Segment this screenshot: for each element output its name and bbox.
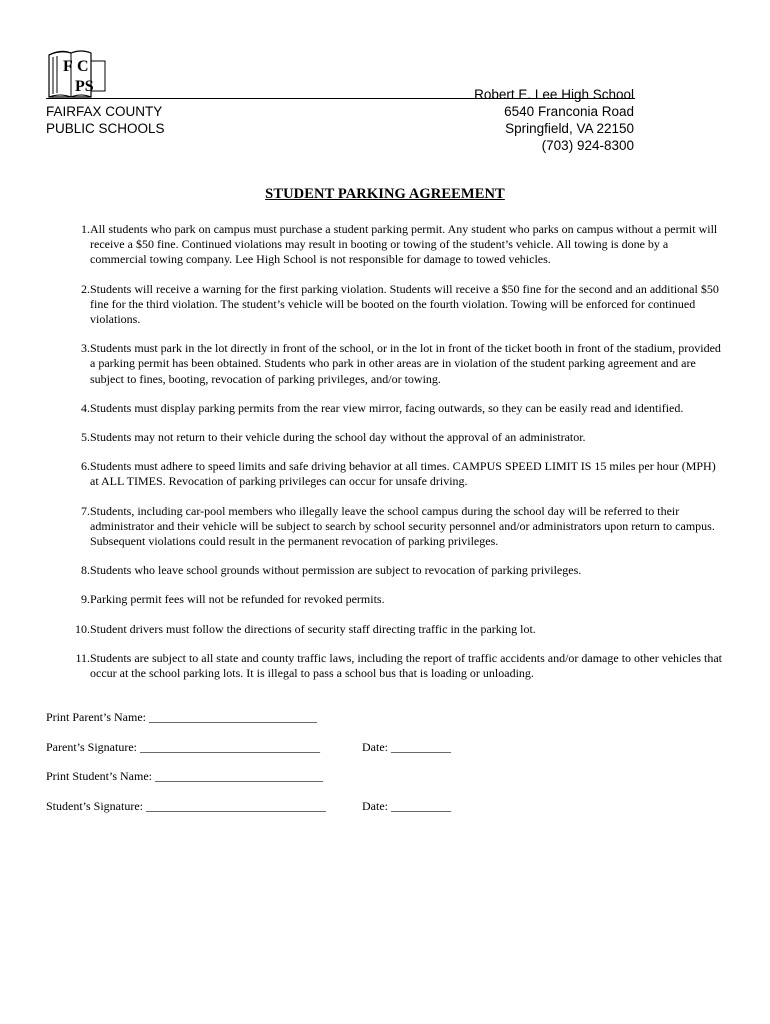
rule-text: Student drivers must follow the directions of security staff directing traffic in the parking lot. [90,621,536,636]
rule-item [46,282,726,328]
rule-text: Students, including car-pool members who illegally leave the school campus during the school day will be referred to their administrator and their vehicle will be subject to search by school security personnel and/or administrators upon return to campus. Subsequent violations could result in the permanent revocation of parking privileges. [90,503,715,549]
rule-number: 11. [75,650,90,665]
district-name [46,103,165,137]
fcps-logo [47,47,109,99]
rule-number: 9. [81,592,90,607]
rule-number: 2. [81,281,90,296]
student-date-field[interactable]: Date: __________ [362,799,451,813]
rule-item [46,222,726,268]
rule-item [46,592,726,607]
svg-text:PS: PS [75,78,94,95]
rule-text: Students must park in the lot directly in front of the school, or in the lot in front of the ticket booth in front of the stadium, provided a parking permit has been obtained. Students who park in other areas are in violation of the student parking agreement and are subject to fines, booting, revocation of parking privileges, and/or towing. [90,341,721,386]
parent-name-field[interactable]: Print Parent’s Name: ____________________________ [46,710,317,724]
student-name-field[interactable]: Print Student’s Name: ____________________________ [46,769,323,783]
rule-item [46,563,726,578]
rule-text: Students must display parking permits from the rear view mirror, facing outwards, so they can be easily read and identified. [90,400,684,415]
rules-list [46,222,726,695]
svg-text:C: C [77,58,89,75]
document-title: STUDENT PARKING AGREEMENT [265,186,505,202]
rule-item [46,622,726,637]
rule-number: 3. [81,341,90,356]
school-street: 6540 Franconia Road [504,104,634,119]
parent-signature-field[interactable]: Parent’s Signature: ______________________________ [46,740,320,754]
rule-item [46,459,726,489]
svg-text:F: F [63,58,73,75]
student-signature-field[interactable]: Student’s Signature: ______________________________ [46,799,326,813]
rule-number: 1. [81,222,90,236]
rule-number: 7. [81,503,90,518]
district-line: FAIRFAX COUNTY [46,104,163,119]
district-line: PUBLIC SCHOOLS [46,121,165,136]
rule-text: Parking permit fees will not be refunded for revoked permits. [90,592,385,607]
rule-number: 4. [81,400,90,415]
rule-number: 6. [81,459,90,474]
school-phone: (703) 924-8300 [541,138,634,153]
rule-text: Students must adhere to speed limits and safe driving behavior at all times. CAMPUS SPEED LIMIT IS 15 miles per hour (MPH) at ALL TIMES. Revocation of parking privileges can occur for unsafe driving. [90,459,716,489]
rule-text: Students will receive a warning for the first parking violation. Students will receive a $50 fine for the second and an additional $50 fine for the third violation. The student’s vehicle will be booted on the fourth violation. Towing will be enforced for continued violations. [90,281,719,327]
school-address [474,86,634,154]
parent-date-field[interactable]: Date: __________ [362,740,451,754]
rule-text: All students who park on campus must purchase a student parking permit. Any student who parks on campus without a permit will receive a $50 fine. Continued violations may result in booting or towing of the student’s vehicle. All towing is done by a commercial towing company. Lee High School is not responsible for damage to towed vehicles. [90,222,718,267]
rule-item [46,504,726,550]
rule-text: Students are subject to all state and county traffic laws, including the report of traffic accidents and/or damage to other vehicles that occur at the school parking lots. It is illegal to pass a school bus that is loading or unloading. [90,650,723,681]
rule-text: Students may not return to their vehicle during the school day without the approval of an administrator. [90,430,586,445]
rule-item [46,430,726,445]
rule-number: 5. [81,430,90,445]
rule-number: 8. [81,563,90,578]
rule-item [46,341,726,387]
school-name: Robert E. Lee High School [474,87,634,102]
school-city: Springfield, VA 22150 [505,121,634,136]
rule-item [46,651,726,681]
rule-number: 10. [75,621,90,636]
rule-item [46,401,726,416]
rule-text: Students who leave school grounds without permission are subject to revocation of parking privileges. [90,563,582,578]
